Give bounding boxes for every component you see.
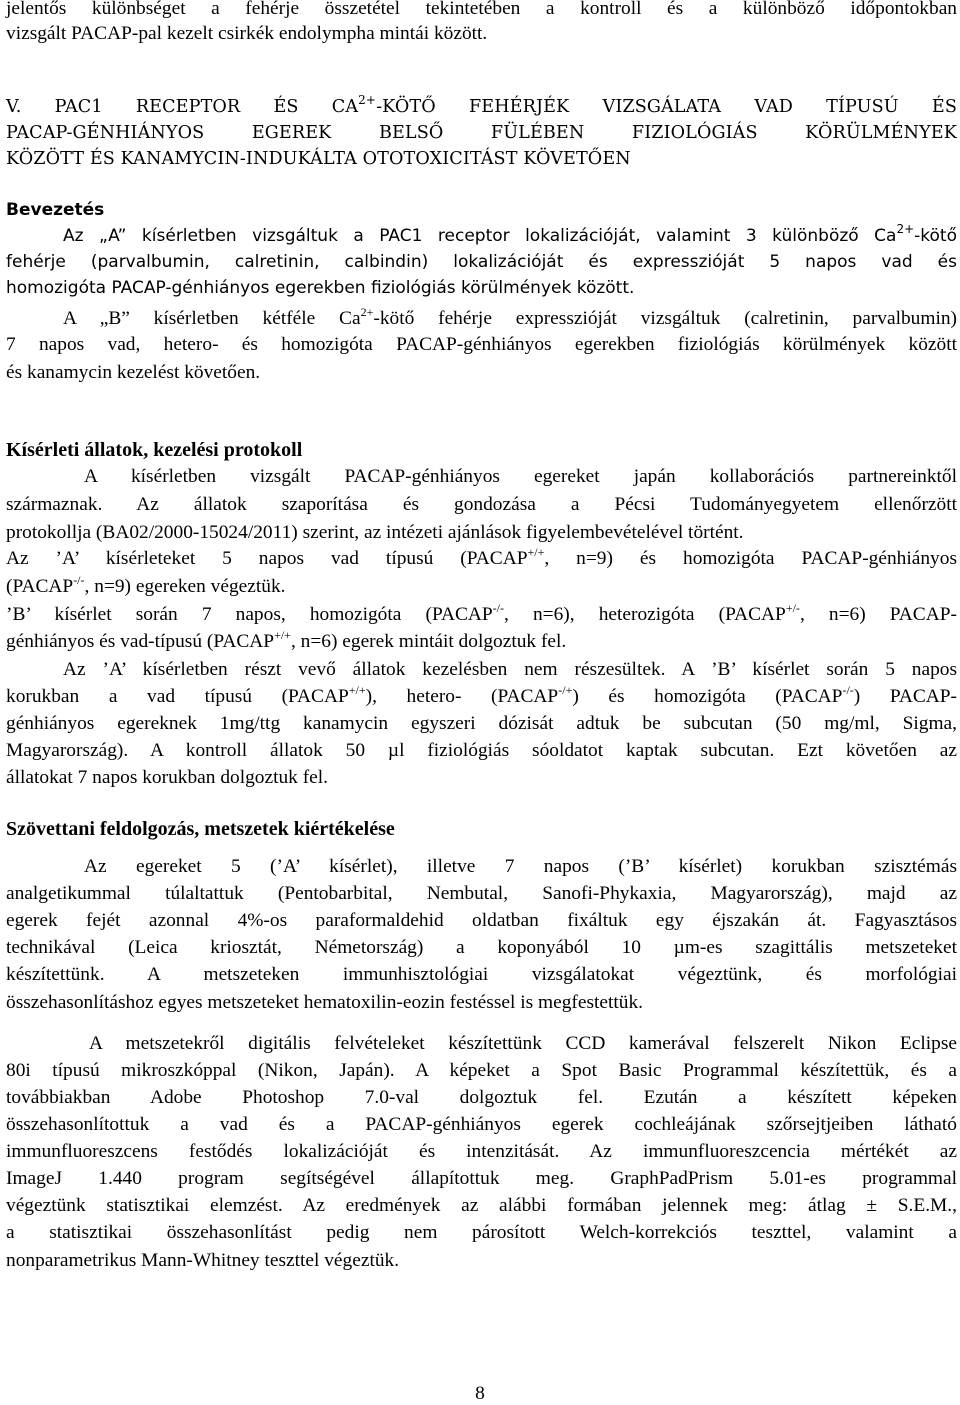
allatok-line-3: protokollja (BA02/2000-15024/2011) szerint, az intézeti ajánlások figyelembevételével történt. <box>6 522 744 543</box>
szovettani-p1-line-6: összehasonlításhoz egyes metszeteket hematoxilin-eozin festéssel is megfestettük. <box>6 992 644 1013</box>
szovettani-p2-line-9: nonparametrikus Mann-Whitney teszttel végeztük. <box>6 1250 400 1271</box>
szovettani-p2-line-6: ImageJ 1.440 program segítségével állapítottuk meg. GraphPadPrism 5.01-es programmal <box>6 1168 957 1189</box>
bevezetes-p2-line-3: és kanamycin kezelést követően. <box>6 362 261 383</box>
bevezetes-p1-line-2: fehérje (parvalbumin, calretinin, calbindin) lokalizációját és expresszióját 5 napos vad és <box>6 252 957 272</box>
bevezetes-p2-line-2: 7 napos vad, hetero- és homozigóta PACAP-génhiányos egerekben fiziológiás körülmények között <box>6 334 957 355</box>
allatok-line-2: származnak. Az állatok szaporítása és gondozása a Pécsi Tudományegyetem ellenőrzött <box>6 494 957 515</box>
chapter-heading-line-1: V. PAC1 RECEPTOR ÉS $CA^{2+}$-KÖTŐ FEHÉRJÉK VIZSGÁLATA VAD TÍPUSÚ ÉS <box>6 93 957 117</box>
allatok-line-6: ’B’ kísérlet során 7 napos, homozigóta (PACAP-/-, n=6), heterozigóta (PACAP+/-, n=6) PACAP- <box>6 601 957 625</box>
chapter-heading-line-3: KÖZÖTT ÉS KANAMYCIN-INDUKÁLTA OTOTOXICITÁST KÖVETŐEN <box>6 149 631 169</box>
allatok-line-12: állatokat 7 napos korukban dolgoztuk fel. <box>6 767 329 788</box>
allatok-line-8: Az ’A’ kísérletben részt vevő állatok kezelésben nem részesültek. A ’B’ kísérlet során 5 napos <box>63 659 957 680</box>
szovettani-p2-line-8: a statisztikai összehasonlítást pedig nem párosított Welch-korrekciós teszttel, valamint a <box>6 1222 957 1243</box>
chapter-heading-line-2: PACAP-GÉNHIÁNYOS EGEREK BELSŐ FÜLÉBEN FIZIOLÓGIÁS KÖRÜLMÉNYEK <box>6 123 957 143</box>
allatok-line-7: génhiányos és vad-típusú (PACAP+/+, n=6) egerek mintáit dolgoztuk fel. <box>6 628 567 652</box>
szovettani-p1-line-4: technikával (Leica kriosztát, Németország) a koponyából 10 µm-es szagittális metszeteket <box>6 937 957 958</box>
allatok-line-11: Magyarország). A kontroll állatok 50 µl fiziológiás sóoldatot kaptak subcutan. Ezt követően az <box>6 740 957 761</box>
allatok-line-1: A kísérletben vizsgált PACAP-génhiányos egereket japán kollaborációs partnereinktől <box>84 466 957 487</box>
section-title-szovettani: Szövettani feldolgozás, metszetek kiértékelése <box>6 818 395 840</box>
intro-line-1: jelentős különbséget a fehérje összetétel tekintetében a kontroll és a különböző időpontokban <box>6 0 957 19</box>
allatok-line-10: génhiányos egereknek 1mg/ttg kanamycin egyszeri dózisát adtuk be subcutan (50 mg/ml, Sigma, <box>6 713 957 734</box>
szovettani-p2-line-1: A metszetekről digitális felvételeket készítettünk CCD kamerával felszerelt Nikon Eclipse <box>89 1033 957 1054</box>
intro-line-2: vizsgált PACAP-pal kezelt csirkék endolympha mintái között. <box>6 23 488 44</box>
bevezetes-p1-line-1: Az „A” kísérletben vizsgáltuk a PAC1 receptor lokalizációját, valamint 3 különböző $Ca^{2+}$-kötő <box>63 222 957 246</box>
allatok-line-9: korukban a vad típusú (PACAP+/+), hetero- (PACAP-/+) és homozigóta (PACAP-/-) PACAP- <box>6 683 958 707</box>
szovettani-p2-line-7: végeztünk statisztikai elemzést. Az eredmények az alábbi formában jelennek meg: átlag ± S.E.M., <box>6 1195 957 1216</box>
szovettani-p2-line-3: továbbiakban Adobe Photoshop 7.0-val dolgoztuk fel. Ezután a készített képeken <box>6 1087 957 1108</box>
section-title-bevezetes: Bevezetés <box>6 200 105 220</box>
szovettani-p1-line-3: egerek fejét azonnal 4%-os paraformaldehid oldatban fixáltuk egy éjszakán át. Fagyasztásos <box>6 910 957 931</box>
szovettani-p1-line-2: analgetikummal túlaltattuk (Pentobarbital, Nembutal, Sanofi-Phykaxia, Magyarország), majd az <box>6 883 957 904</box>
bevezetes-p1-line-3: homozigóta PACAP-génhiányos egerekben fiziológiás körülmények között. <box>6 278 635 298</box>
section-title-allatok: Kísérleti állatok, kezelési protokoll <box>6 439 303 461</box>
allatok-line-4: Az ’A’ kísérleteket 5 napos vad típusú (PACAP+/+, n=9) és homozigóta PACAP-génhiányos <box>6 545 957 569</box>
allatok-line-5: (PACAP-/-, n=9) egereken végeztük. <box>6 573 286 597</box>
szovettani-p2-line-5: immunfluoreszcens festődés lokalizációját és intenzitását. Az immunfluoreszcencia mértékét az <box>6 1141 957 1162</box>
page-number: 8 <box>475 1383 485 1404</box>
bevezetes-p2-line-1: A „B” kísérletben kétféle $Ca^{2+}$-kötő fehérje expresszióját vizsgáltuk (calretinin, parvalbumin) <box>63 305 957 329</box>
szovettani-p1-line-5: készítettünk. A metszeteken immunhisztológiai vizsgálatokat végeztünk, és morfológiai <box>6 964 957 985</box>
szovettani-p2-line-4: összehasonlítottuk a vad és a PACAP-génhiányos egerek cochleájának szőrsejtjeiben látható <box>6 1114 957 1135</box>
szovettani-p2-line-2: 80i típusú mikroszkóppal (Nikon, Japán). A képeket a Spot Basic Programmal készítettük, és a <box>6 1060 957 1081</box>
szovettani-p1-line-1: Az egereket 5 (’A’ kísérlet), illetve 7 napos (’B’ kísérlet) korukban szisztémás <box>84 856 957 877</box>
